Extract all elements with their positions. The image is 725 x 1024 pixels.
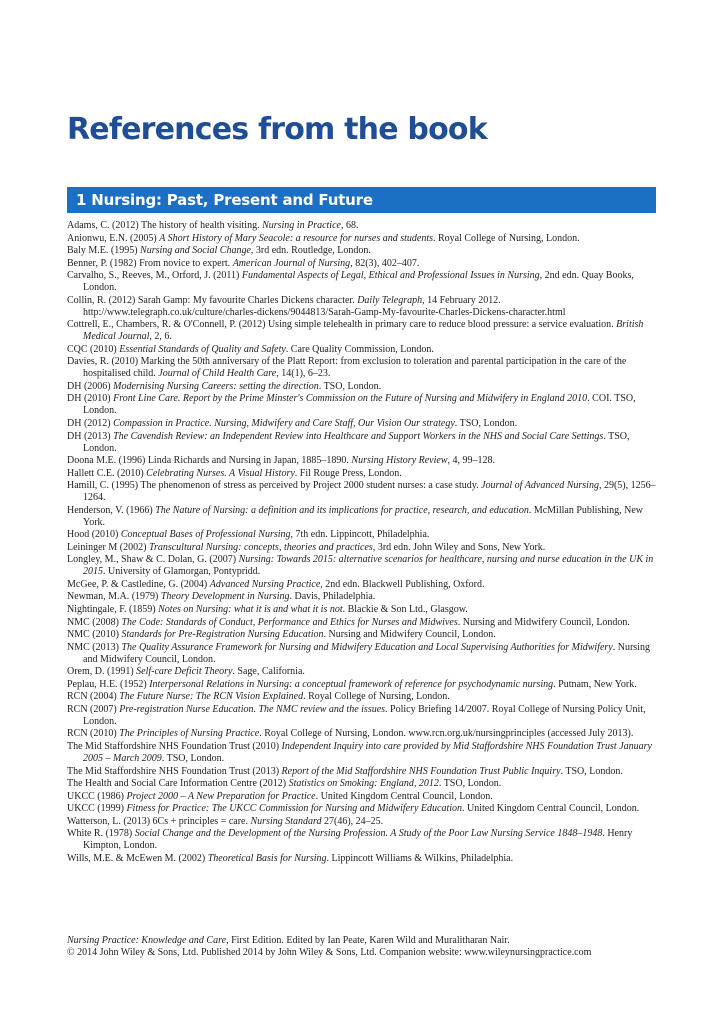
reference-italic-title: Report of the Mid Staffordshire NHS Foundation Trust Public Inquiry xyxy=(281,765,561,777)
reference-text-end: , 7th edn. Lippincott, Philadelphia. xyxy=(290,529,430,541)
reference-text-end: . McMillan Publishing, New York. xyxy=(83,504,643,528)
reference-text-end: . United Kingdom Central Council, London. xyxy=(315,790,493,802)
reference-text: The Mid Staffordshire NHS Foundation Trust (2013) xyxy=(67,765,282,777)
reference-text: UKCC (1986) xyxy=(67,790,127,802)
reference-text: Longley, M., Shaw & C. Dolan, G. (2007) xyxy=(67,554,239,566)
reference-text-end: . Blackie & Son Ltd., Glasgow. xyxy=(342,604,468,616)
reference-entry xyxy=(67,258,657,270)
reference-entry xyxy=(67,691,657,703)
reference-text: The Health and Social Care Information Centre (2012) xyxy=(67,778,289,790)
reference-text-end: . Royal College of Nursing, London. www.rcn.org.uk/nursingprinciples (accessed July 2013). xyxy=(259,728,634,740)
reference-italic-title: Standards for Pre-Registration Nursing Education xyxy=(121,629,324,641)
reference-entry xyxy=(67,245,657,257)
reference-entry xyxy=(67,766,657,778)
reference-entry xyxy=(67,704,657,728)
reference-entry xyxy=(67,356,657,380)
reference-text: White R. (1978) xyxy=(67,828,135,840)
reference-text: UKCC (1999) xyxy=(67,803,127,815)
reference-text-end: , 68. xyxy=(340,220,359,231)
reference-entry xyxy=(67,791,657,803)
reference-entry xyxy=(67,741,657,765)
reference-italic-title: British Medical Journal xyxy=(83,319,644,343)
reference-text: Hallett C.E. (2010) xyxy=(67,467,147,479)
reference-entry xyxy=(67,505,657,529)
reference-text: Wills, M.E. & McEwen M. (2002) xyxy=(67,852,208,864)
reference-italic-title: The Cavendish Review: an Independent Review into Healthcare and Support Workers in the NHS and Social Care Settings xyxy=(113,430,604,442)
reference-italic-title: Fitness for Practice: The UKCC Commission for Nursing and Midwifery Education xyxy=(126,803,463,815)
reference-text-end: . Nursing and Midwifery Council, London. xyxy=(323,629,496,641)
reference-text-end: . TSO, London. xyxy=(318,380,382,392)
reference-italic-title: Conceptual Bases of Professional Nursing xyxy=(120,529,291,541)
reference-text: DH (2006) xyxy=(67,380,114,392)
reference-text-end: . United Kingdom Central Council, London. xyxy=(462,803,640,815)
reference-text: Leininger M (2002) xyxy=(67,541,149,553)
reference-italic-title: Theory Development in Nursing xyxy=(160,591,290,603)
reference-text: Davies, R. (2010) Marking the 50th anniversary of the Platt Report: from exclusion to toleration and parental participation in the care of the hospitalised child. xyxy=(67,356,627,380)
reference-entry xyxy=(67,591,657,603)
reference-text: Benner, P. (1982) From novice to expert. xyxy=(67,257,233,269)
reference-entry xyxy=(67,554,657,578)
reference-entry xyxy=(67,666,657,678)
footer-copyright: © 2014 John Wiley & Sons, Ltd. Published 2014 by John Wiley & Sons, Ltd. Companion website: www.wileynursingpractice.com xyxy=(67,947,592,958)
reference-entry xyxy=(67,828,657,852)
reference-text: NMC (2013) xyxy=(67,641,122,653)
reference-text-end: . Davis, Philadelphia. xyxy=(289,591,376,603)
reference-text-end: . TSO, London. xyxy=(560,765,623,777)
reference-italic-title: Independent Inquiry into care provided by Mid Staffordshire NHS Foundation Trust January 2005 – March 2009 xyxy=(83,740,652,764)
reference-text-end: . Nursing and Midwifery Council, London. xyxy=(457,616,630,628)
reference-text-end: , 4, 99–128. xyxy=(447,455,496,467)
reference-italic-title: Front Line Care. Report by the Prime Minster's Commission on the Future of Nursing and Midwifery in England 2010 xyxy=(113,393,588,405)
reference-text-end: . Policy Briefing 14/2007. Royal College of Nursing Policy Unit, London. xyxy=(83,703,646,727)
reference-italic-title: Pre-registration Nurse Education. The NMC review and the issues xyxy=(119,703,386,715)
reference-italic-title: Nursing Standard xyxy=(250,815,322,827)
reference-entry xyxy=(67,233,657,245)
reference-text-end: . Lippincott Williams & Wilkins, Philadelphia. xyxy=(326,852,514,864)
reference-text: RCN (2010) xyxy=(67,728,120,740)
reference-italic-title: The Quality Assurance Framework for Nursing and Midwifery Education and Local Supervising Authorities for Midwifery xyxy=(121,641,613,653)
reference-entry xyxy=(67,728,657,740)
reference-italic-title: The Principles of Nursing Practice xyxy=(119,728,260,740)
reference-entry xyxy=(67,642,657,666)
reference-text-end: , 2nd edn. Blackwell Publishing, Oxford. xyxy=(320,578,485,590)
reference-text-end: . University of Glamorgan, Pontypridd. xyxy=(103,566,261,578)
reference-italic-title: Journal of Child Health Care xyxy=(158,368,277,380)
reference-italic-title: Nursing History Review xyxy=(351,455,448,467)
reference-text-end: , 3rd edn. Routledge, London. xyxy=(250,245,371,257)
reference-italic-title: Notes on Nursing: what it is and what it is not xyxy=(158,604,343,616)
reference-entry xyxy=(67,393,657,417)
reference-text: Carvalho, S., Reeves, M., Orford, J. (2011) xyxy=(67,270,242,282)
reference-entry xyxy=(67,344,657,356)
reference-text: Newman, M.A. (1979) xyxy=(67,591,161,603)
reference-text: Orem, D. (1991) xyxy=(67,666,137,678)
section-title: 1 Nursing: Past, Present and Future xyxy=(76,191,373,209)
reference-text-end: . TSO, London. xyxy=(161,752,225,764)
reference-text: Cottrell, E., Chambers, R. & O'Connell, P. (2012) Using simple telehealth in primary care to reduce blood pressure: a service evaluation. xyxy=(67,319,617,331)
footer xyxy=(67,935,667,959)
reference-text: Anionwu, E.N. (2005) xyxy=(67,232,160,244)
reference-italic-title: The Future Nurse: The RCN Vision Explained xyxy=(119,691,304,703)
reference-italic-title: Celebrating Nurses. A Visual History xyxy=(146,467,295,479)
reference-text-end: 27(46), 24–25. xyxy=(321,815,384,827)
reference-entry xyxy=(67,579,657,591)
reference-entry xyxy=(67,617,657,629)
reference-text: CQC (2010) xyxy=(67,343,120,355)
reference-text: Doona M.E. (1996) Linda Richards and Nursing in Japan, 1885–1890. xyxy=(67,455,352,467)
reference-text-end: , 14(1), 6–23. xyxy=(276,368,331,380)
reference-italic-title: Nursing: Towards 2015: alternative scenarios for healthcare, nursing and nurse education in the UK in 2015 xyxy=(83,554,654,578)
reference-text: Collin, R. (2012) Sarah Gamp: My favourite Charles Dickens character. xyxy=(67,294,358,306)
reference-entry xyxy=(67,455,657,467)
reference-text-end: . TSO, London. xyxy=(83,430,630,454)
reference-entry xyxy=(67,220,657,232)
reference-entry xyxy=(67,679,657,691)
reference-italic-title: Self-care Deficit Theory xyxy=(136,666,233,678)
reference-italic-title: Compassion in Practice. Nursing, Midwifery and Care Staff, Our Vision Our strategy xyxy=(113,418,455,430)
reference-italic-title: Daily Telegraph xyxy=(357,294,423,306)
section-header-bar xyxy=(67,187,656,213)
reference-italic-title: Nursing in Practice xyxy=(262,220,341,231)
reference-entry xyxy=(67,778,657,790)
reference-italic-title: Advanced Nursing Practice xyxy=(209,578,321,590)
reference-text: Adams, C. (2012) The history of health visiting. xyxy=(67,220,263,231)
reference-text-end: , 3rd edn. John Wiley and Sons, New York. xyxy=(372,541,546,553)
reference-text-end: . Royal College of Nursing, London. xyxy=(433,232,580,244)
reference-text-end: , 29(5), 1256–1264. xyxy=(83,480,656,504)
footer-edition-line xyxy=(67,935,667,947)
reference-entry xyxy=(67,270,657,294)
reference-italic-title: Theoretical Basis for Nursing xyxy=(207,852,327,864)
reference-text-end: . Care Quality Commission, London. xyxy=(285,343,434,355)
reference-text-end: . Nursing and Midwifery Council, London. xyxy=(83,641,650,665)
footer-book-title: Nursing Practice: Knowledge and Care xyxy=(67,935,227,946)
reference-text: Nightingale, F. (1859) xyxy=(67,604,159,616)
reference-entry xyxy=(67,295,657,319)
reference-text-end: . Royal College of Nursing, London. xyxy=(303,691,450,703)
reference-entry xyxy=(67,604,657,616)
reference-text: Watterson, L. (2013) 6Cs + principles = care. xyxy=(67,815,251,827)
reference-text: Hood (2010) xyxy=(67,529,121,541)
reference-text-end: , 2nd edn. Quay Books, London. xyxy=(83,270,634,294)
reference-text: The Mid Staffordshire NHS Foundation Trust (2010) xyxy=(67,740,282,752)
reference-italic-title: Modernising Nursing Careers: setting the direction xyxy=(113,380,319,392)
reference-entry xyxy=(67,431,657,455)
reference-italic-title: Nursing and Social Change xyxy=(140,245,251,257)
reference-text: McGee, P. & Castledine, G. (2004) xyxy=(67,578,210,590)
reference-italic-title: Fundamental Aspects of Legal, Ethical and Professional Issues in Nursing xyxy=(241,270,540,282)
reference-italic-title: Social Change and the Development of the Nursing Profession. A Study of the Poor Law Nursing Service 1848–1948 xyxy=(134,828,603,840)
reference-text: DH (2010) xyxy=(67,393,114,405)
reference-italic-title: A Short History of Mary Seacole: a resource for nurses and students xyxy=(159,232,433,244)
reference-italic-title: Essential Standards of Quality and Safety xyxy=(119,343,286,355)
reference-text-end: . Sage, California. xyxy=(232,666,305,678)
reference-text-end: . Putnam, New York. xyxy=(553,678,637,690)
reference-entry xyxy=(67,816,657,828)
reference-entry xyxy=(67,529,657,541)
reference-text: Peplau, H.E. (1952) xyxy=(67,678,150,690)
reference-entry xyxy=(67,542,657,554)
reference-text: Baly M.E. (1995) xyxy=(67,245,141,257)
reference-text: Hamill, C. (1995) The phenomenon of stress as perceived by Project 2000 student nurses: a case study. xyxy=(67,480,482,492)
reference-text: RCN (2007) xyxy=(67,703,120,715)
reference-entry xyxy=(67,853,657,865)
reference-text-end: , 14 February 2012. http://www.telegraph.co.uk/culture/charles-dickens/9044813/Sarah-Gamp-My-favourite-Charles-Dickens-character.html xyxy=(83,294,566,318)
reference-text: RCN (2004) xyxy=(67,691,120,703)
reference-text-end: . COI. TSO, London. xyxy=(83,393,636,417)
reference-text-end: . Henry Kimpton, London. xyxy=(83,828,633,852)
reference-text-end: . TSO, London. xyxy=(454,418,518,430)
reference-text: NMC (2008) xyxy=(67,616,122,628)
reference-entry xyxy=(67,629,657,641)
reference-text: NMC (2010) xyxy=(67,629,122,641)
reference-italic-title: Project 2000 – A New Preparation for Practice xyxy=(126,790,316,802)
page-title: References from the book xyxy=(67,112,487,147)
reference-text-end: , 2, 6. xyxy=(149,331,172,343)
reference-entry xyxy=(67,381,657,393)
reference-entry xyxy=(67,803,657,815)
reference-italic-title: Interpersonal Relations in Nursing: a conceptual framework of reference for psychodynamic nursing xyxy=(149,678,554,690)
footer-edition-text: , First Edition. Edited by Ian Peate, Karen Wild and Muralitharan Nair. xyxy=(226,935,510,946)
reference-italic-title: Statistics on Smoking: England, 2012 xyxy=(288,778,439,790)
reference-list xyxy=(67,220,657,865)
reference-italic-title: American Journal of Nursing xyxy=(232,257,351,269)
reference-text: DH (2013) xyxy=(67,430,114,442)
reference-text-end: . Fil Rouge Press, London. xyxy=(294,467,402,479)
reference-italic-title: Transcultural Nursing: concepts, theories and practices xyxy=(148,541,373,553)
reference-italic-title: The Nature of Nursing: a definition and its implications for practice, research, and education xyxy=(155,504,529,516)
reference-entry xyxy=(67,418,657,430)
reference-text: Henderson, V. (1966) xyxy=(67,504,156,516)
reference-italic-title: Journal of Advanced Nursing xyxy=(481,480,599,492)
reference-italic-title: The Code: Standards of Conduct, Performance and Ethics for Nurses and Midwives xyxy=(121,616,458,628)
reference-entry xyxy=(67,468,657,480)
reference-text-end: , 82(3), 402–407. xyxy=(350,257,420,269)
reference-entry xyxy=(67,480,657,504)
reference-text: DH (2012) xyxy=(67,418,114,430)
reference-entry xyxy=(67,319,657,343)
reference-text-end: . TSO, London. xyxy=(438,778,502,790)
